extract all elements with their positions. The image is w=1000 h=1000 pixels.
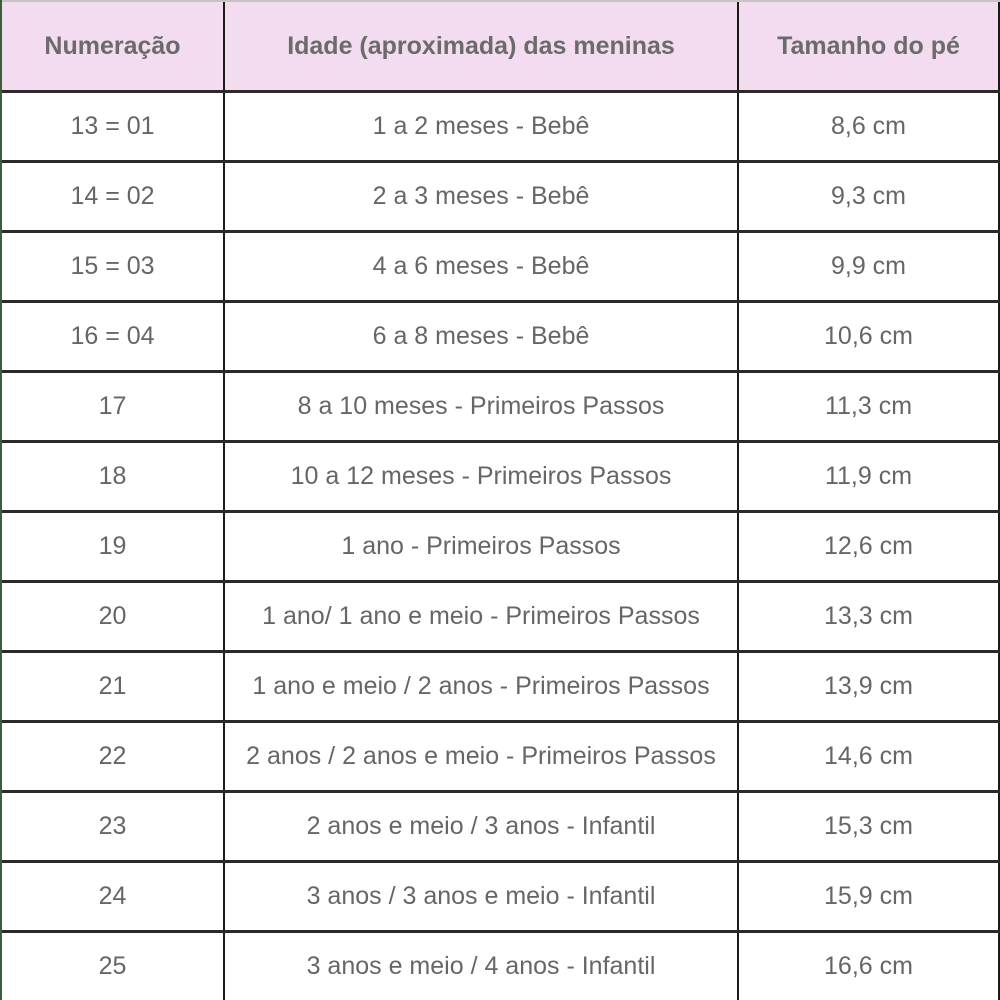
- cell-numeracao: 13 = 01: [2, 92, 224, 162]
- cell-tamanho: 11,9 cm: [738, 442, 999, 512]
- table-row: [2, 652, 999, 722]
- cell-tamanho: 13,3 cm: [738, 582, 999, 652]
- table-row: [2, 932, 999, 1000]
- table-row: [2, 442, 999, 512]
- cell-numeracao: 25: [2, 932, 224, 1000]
- table-row: [2, 232, 999, 302]
- cell-idade: 1 ano/ 1 ano e meio - Primeiros Passos: [224, 582, 738, 652]
- cell-tamanho: 9,3 cm: [738, 162, 999, 232]
- cell-numeracao: 18: [2, 442, 224, 512]
- cell-idade: 2 a 3 meses - Bebê: [224, 162, 738, 232]
- cell-tamanho: 9,9 cm: [738, 232, 999, 302]
- header-row: [2, 2, 999, 92]
- cell-numeracao: 16 = 04: [2, 302, 224, 372]
- cell-tamanho: 10,6 cm: [738, 302, 999, 372]
- table-row: [2, 862, 999, 932]
- cell-idade: 6 a 8 meses - Bebê: [224, 302, 738, 372]
- cell-numeracao: 23: [2, 792, 224, 862]
- cell-tamanho: 12,6 cm: [738, 512, 999, 582]
- cell-tamanho: 15,9 cm: [738, 862, 999, 932]
- cell-idade: 10 a 12 meses - Primeiros Passos: [224, 442, 738, 512]
- table-row: [2, 792, 999, 862]
- cell-idade: 1 ano - Primeiros Passos: [224, 512, 738, 582]
- cell-idade: 3 anos / 3 anos e meio - Infantil: [224, 862, 738, 932]
- cell-numeracao: 14 = 02: [2, 162, 224, 232]
- cell-idade: 2 anos / 2 anos e meio - Primeiros Passos: [224, 722, 738, 792]
- table-row: [2, 722, 999, 792]
- header-tamanho: Tamanho do pé: [738, 2, 999, 92]
- cell-idade: 2 anos e meio / 3 anos - Infantil: [224, 792, 738, 862]
- cell-tamanho: 11,3 cm: [738, 372, 999, 442]
- header-idade: Idade (aproximada) das meninas: [224, 2, 738, 92]
- cell-idade: 8 a 10 meses - Primeiros Passos: [224, 372, 738, 442]
- cell-idade: 4 a 6 meses - Bebê: [224, 232, 738, 302]
- cell-numeracao: 21: [2, 652, 224, 722]
- table-header: [2, 2, 999, 92]
- table-row: [2, 512, 999, 582]
- table-row: [2, 582, 999, 652]
- table-body: [2, 92, 999, 1000]
- cell-numeracao: 24: [2, 862, 224, 932]
- cell-tamanho: 15,3 cm: [738, 792, 999, 862]
- cell-tamanho: 8,6 cm: [738, 92, 999, 162]
- table-row: [2, 372, 999, 442]
- cell-numeracao: 15 = 03: [2, 232, 224, 302]
- cell-tamanho: 13,9 cm: [738, 652, 999, 722]
- table-row: [2, 92, 999, 162]
- cell-numeracao: 17: [2, 372, 224, 442]
- header-numeracao: Numeração: [2, 2, 224, 92]
- cell-tamanho: 16,6 cm: [738, 932, 999, 1000]
- cell-idade: 1 a 2 meses - Bebê: [224, 92, 738, 162]
- shoe-size-table: [2, 2, 1000, 1000]
- cell-numeracao: 20: [2, 582, 224, 652]
- cell-numeracao: 19: [2, 512, 224, 582]
- cell-idade: 3 anos e meio / 4 anos - Infantil: [224, 932, 738, 1000]
- cell-tamanho: 14,6 cm: [738, 722, 999, 792]
- table-row: [2, 162, 999, 232]
- table-row: [2, 302, 999, 372]
- cell-numeracao: 22: [2, 722, 224, 792]
- cell-idade: 1 ano e meio / 2 anos - Primeiros Passos: [224, 652, 738, 722]
